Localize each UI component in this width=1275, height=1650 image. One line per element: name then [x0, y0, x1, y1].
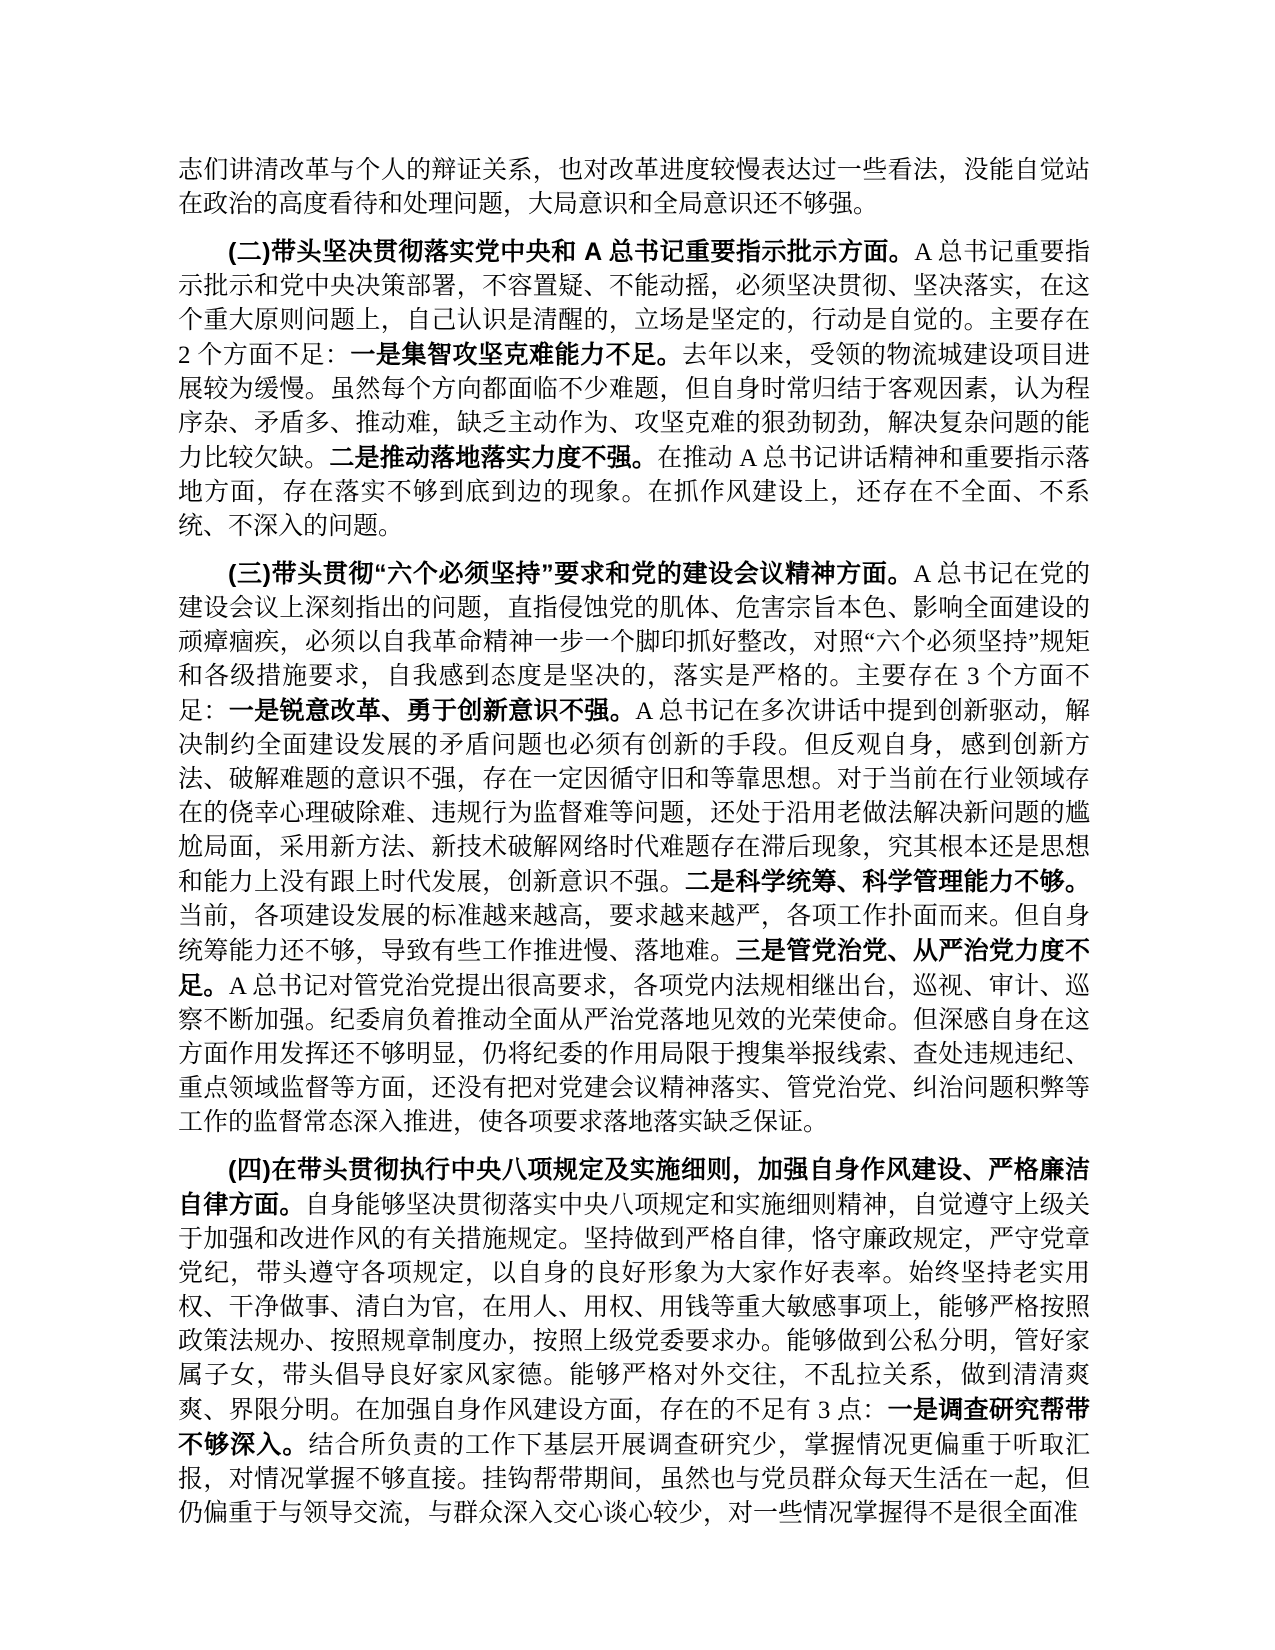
- bold-text-run: (四)在带头贯彻执行中央八项规定及实施细则，加强自身作风建设、严格廉洁自律方面。: [178, 1156, 1090, 1219]
- bold-text-run: (二)带头坚决贯彻落实党中央和 A 总书记重要指示批示方面。: [228, 238, 915, 266]
- bold-text-run: 一是集智攻坚克难能力不足。: [350, 341, 683, 369]
- bold-text-run: 二是推动落地落实力度不强。: [329, 444, 658, 472]
- bold-text-run: (三)带头贯彻“六个必须坚持”要求和党的建设会议精神方面。: [228, 560, 914, 588]
- text-run: A 总书记在多次讲话中提到创新驱动，解决制约全面建设发展的矛盾问题也必须有创新的手段。但反观自身，感到创新方法、破解难题的意识不强，存在一定因循守旧和等靠思想。对于当前在行业领域存在的侥幸心理破除难、违规行为监督难等问题，还处于沿用老做法解决新问题的尴尬局面，采用新方法、新技术破解网络时代难题存在滞后现象，究其根本还是思想和能力上没有跟上时代发展，创新意识不强。: [178, 698, 1090, 896]
- text-run: A 总书记重要指示批示和党中央决策部署，不容置疑、不能动摇，必须坚决贯彻、坚决落实，在这个重大原则问题上，自己认识是清醒的，立场是坚定的，行动是自觉的。主要存在 2 个方面不足：: [178, 239, 1091, 369]
- bold-text-run: 二是科学统筹、科学管理能力不够。: [684, 868, 1090, 896]
- text-run: 结合所负责的工作下基层开展调查研究少，掌握情况更偏重于听取汇报，对情况掌握不够直接。挂钩帮带期间，虽然也与党员群众每天生活在一起，但仍偏重于与领导交流，与群众深入交心谈心较少，对一些情况掌握得不是很全面准: [178, 1432, 1090, 1527]
- section-3-paragraph: [178, 557, 1090, 1140]
- section-4-paragraph: [178, 1153, 1090, 1531]
- text-run: A 总书记对管党治党提出很高要求，各项党内法规相继出台，巡视、审计、巡察不断加强。纪委肩负着推动全面从严治党落地见效的光荣使命。但深感自身在这方面作用发挥还不够明显，仍将纪委的作用局限于搜集举报线索、查处违规违纪、重点领域监督等方面，还没有把对党建会议精神落实、管党治党、纠治问题积弊等工作的监督常态深入推进，使各项要求落地落实缺乏保证。: [178, 973, 1090, 1136]
- section-2-paragraph: [178, 235, 1090, 544]
- bold-text-run: 一是锐意改革、勇于创新意识不强。: [228, 697, 636, 725]
- text-run: A 总书记在党的建设会议上深刻指出的问题，直指侵蚀党的肌体、危害宗旨本色、影响全面建设的顽瘴痼疾，必须以自我革命精神一步一个脚印抓好整改，对照“六个必须坚持”规矩和各级措施要求，自我感到态度是坚决的，落实是严格的。主要存在 3 个方面不足：: [178, 561, 1090, 725]
- text-run: 自身能够坚决贯彻落实中央八项规定和实施细则精神，自觉遵守上级关于加强和改进作风的有关措施规定。坚持做到严格自律，恪守廉政规定，严守党章党纪，带头遵守各项规定，以自身的良好形象为大家作好表率。始终坚持老实用权、干净做事、清白为官，在用人、用权、用钱等重大敏感事项上，能够严格按照政策法规办、按照规章制度办，按照上级党委要求办。能够做到公私分明，管好家属子女，带头倡导良好家风家德。能够严格对外交往，不乱拉关系，做到清清爽爽、界限分明。在加强自身作风建设方面，存在的不足有 3 点：: [178, 1192, 1090, 1424]
- text-run: 当前，各项建设发展的标准越来越高，要求越来越严，各项工作扑面而来。但自身统筹能力还不够，导致有些工作推进慢、落地难。: [178, 903, 1090, 965]
- text-run: 在推动 A 总书记讲话精神和重要指示落地方面，存在落实不够到底到边的现象。在抓作风建设上，还存在不全面、不系统、不深入的问题。: [178, 445, 1090, 540]
- text-run: 志们讲清改革与个人的辩证关系，也对改革进度较慢表达过一些看法，没能自觉站在政治的高度看待和处理问题，大局意识和全局意识还不够强。: [178, 157, 1090, 218]
- document-body: [178, 154, 1090, 1531]
- bold-text-run: 三是管党治党、从严治党力度不足。: [178, 937, 1090, 1000]
- bold-text-run: 一是调查研究帮带不够深入。: [178, 1396, 1090, 1459]
- continuation-paragraph: [178, 154, 1090, 222]
- text-run: 去年以来，受领的物流城建设项目进展较为缓慢。虽然每个方向都面临不少难题，但自身时常归结于客观因素，认为程序杂、矛盾多、推动难，缺乏主动作为、攻坚克难的狠劲韧劲，解决复杂问题的能力比较欠缺。: [178, 342, 1090, 472]
